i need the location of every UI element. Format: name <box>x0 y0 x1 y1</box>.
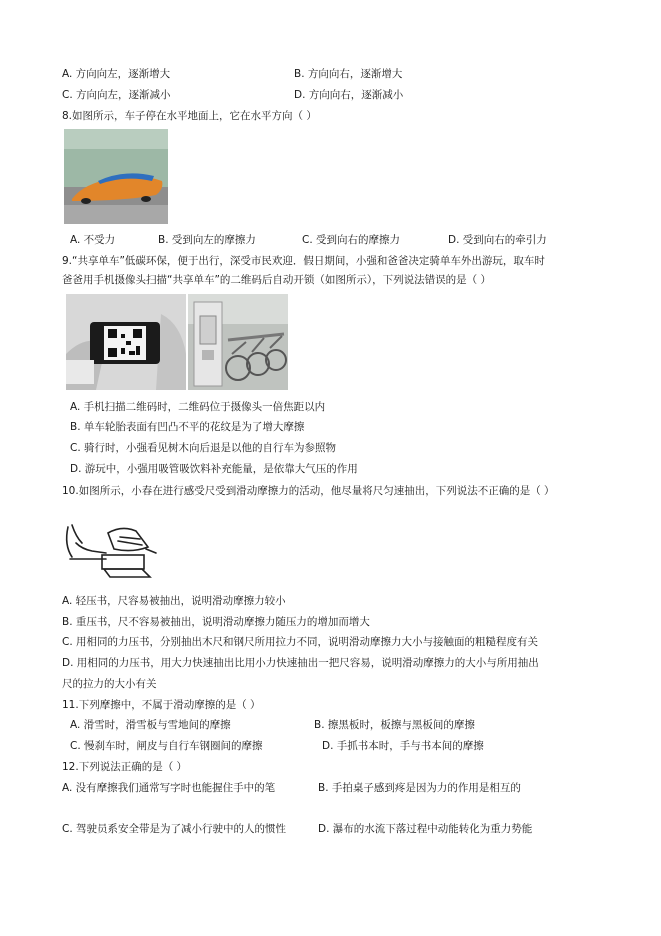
q9-option-c: C. 骑行时，小强看见树木向后退是以他的自行车为参照物 <box>70 442 337 454</box>
q7-option-c: C. 方向向左，逐渐减小 <box>62 89 171 101</box>
q9-stem-line-1: 9.“共享单车”低碳环保，便于出行，深受市民欢迎．假日期间，小强和爸爸决定骑单车外出游玩，取车时 <box>62 255 545 267</box>
q8-option-b: B. 受到向左的摩擦力 <box>158 234 256 246</box>
q12-option-c: C. 驾驶员系安全带是为了减小行驶中的人的惯性 <box>62 823 287 835</box>
bike-dock-image <box>188 294 288 390</box>
q11-option-d: D. 手抓书本时，手与书本间的摩擦 <box>322 740 484 752</box>
q7-option-a: A. 方向向左，逐渐增大 <box>62 68 171 80</box>
q8-option-d: D. 受到向右的牵引力 <box>448 234 547 246</box>
q7-option-b: B. 方向向右，逐渐增大 <box>294 68 403 80</box>
q10-stem: 10.如图所示，小春在进行感受尺受到滑动摩擦力的活动，他尽量将尺匀速抽出，下列说法不正确的是（ ） <box>62 485 555 497</box>
q12-stem: 12.下列说法正确的是（ ） <box>62 761 188 773</box>
q12-option-b: B. 手拍桌子感到疼是因为力的作用是相互的 <box>318 782 521 794</box>
solar-car-image <box>64 129 168 224</box>
q8-option-a: A. 不受力 <box>70 234 116 246</box>
q12-option-d: D. 瀑布的水流下落过程中动能转化为重力势能 <box>318 823 533 835</box>
q10-option-d: D. 用相同的力压书，用大力快速抽出比用小力快速抽出一把尺容易，说明滑动摩擦力的大小与所用抽出 <box>62 657 539 669</box>
q8-stem: 8.如图所示，车子停在水平地面上，它在水平方向（ ） <box>62 110 317 122</box>
q10-option-d-continued: 尺的拉力的大小有关 <box>62 678 157 690</box>
q9-option-d: D. 游玩中，小强用吸管吸饮料补充能量，是依靠大气压的作用 <box>70 463 358 475</box>
phone-scanning-qr-image <box>66 294 186 390</box>
q11-stem: 11.下列摩擦中，不属于滑动摩擦的是（ ） <box>62 699 261 711</box>
q11-option-c: C. 慢刹车时，闸皮与自行车钢圈间的摩擦 <box>70 740 263 752</box>
q9-option-b: B. 单车轮胎表面有凹凸不平的花纹是为了增大摩擦 <box>70 421 305 433</box>
q12-option-a: A. 没有摩擦我们通常写字时也能握住手中的笔 <box>62 782 276 794</box>
q7-option-d: D. 方向向右，逐渐减小 <box>294 89 404 101</box>
q10-option-c: C. 用相同的力压书，分别抽出木尺和钢尺所用拉力不同，说明滑动摩擦力大小与接触面的粗糙程度有关 <box>62 636 539 648</box>
q8-option-c: C. 受到向右的摩擦力 <box>302 234 401 246</box>
q9-option-a: A. 手机扫描二维码时，二维码位于摄像头一倍焦距以内 <box>70 401 326 413</box>
q9-stem-line-2: 爸爸用手机摄像头扫描“共享单车”的二维码后自动开锁（如图所示），下列说法错误的是（ ） <box>62 274 491 286</box>
q11-option-b: B. 擦黑板时，板擦与黑板间的摩擦 <box>314 719 475 731</box>
q10-option-b: B. 重压书，尺不容易被抽出，说明滑动摩擦力随压力的增加而增大 <box>62 616 370 628</box>
q10-option-a: A. 轻压书，尺容易被抽出，说明滑动摩擦力较小 <box>62 595 286 607</box>
hand-pressing-book-drawing <box>62 519 162 583</box>
q11-option-a: A. 滑雪时，滑雪板与雪地间的摩擦 <box>70 719 231 731</box>
